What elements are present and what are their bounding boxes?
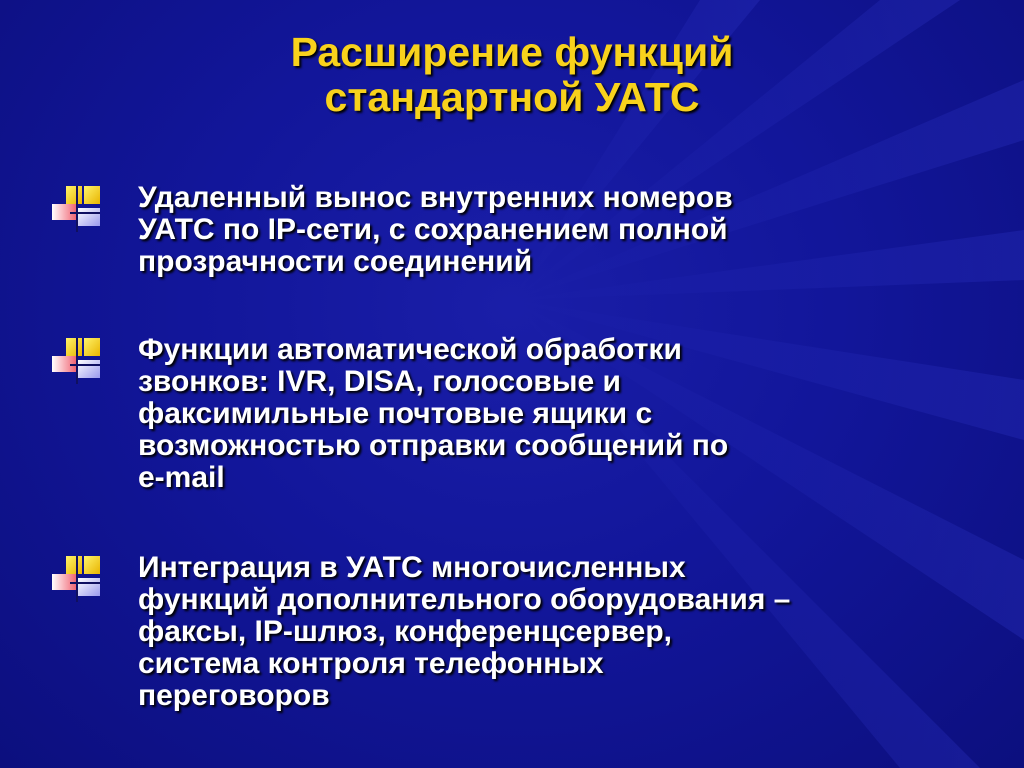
square-bullet-icon <box>52 556 100 602</box>
list-item-line: прозрачности соединений <box>138 245 533 278</box>
square-bullet-icon <box>52 186 100 232</box>
list-item-line: переговоров <box>138 679 330 712</box>
list-item-line: система контроля телефонных <box>138 647 604 680</box>
list-item-3 <box>138 552 1018 712</box>
slide-title <box>112 30 912 120</box>
list-item-line: факсы, IP-шлюз, конференцсервер, <box>138 615 672 648</box>
list-item-line: звонков: IVR, DISA, голосовые и <box>138 365 621 398</box>
list-item-line: e-mail <box>138 461 225 494</box>
list-item-line: функций дополнительного оборудования – <box>138 583 791 616</box>
square-bullet-icon <box>52 338 100 384</box>
list-item-1 <box>138 182 1018 278</box>
title-line-1: Расширение функций <box>290 29 734 75</box>
list-item-line: УАТС по IP-сети, с сохранением полной <box>138 213 728 246</box>
list-item-2 <box>138 334 1018 494</box>
list-item-line: Интеграция в УАТС многочисленных <box>138 551 686 584</box>
list-item-line: Удаленный вынос внутренних номеров <box>138 181 733 214</box>
list-item-line: возможностью отправки сообщений по <box>138 429 729 462</box>
list-item-line: факсимильные почтовые ящики с <box>138 397 653 430</box>
title-line-2: стандартной УАТС <box>324 74 700 120</box>
list-item-line: Функции автоматической обработки <box>138 333 682 366</box>
